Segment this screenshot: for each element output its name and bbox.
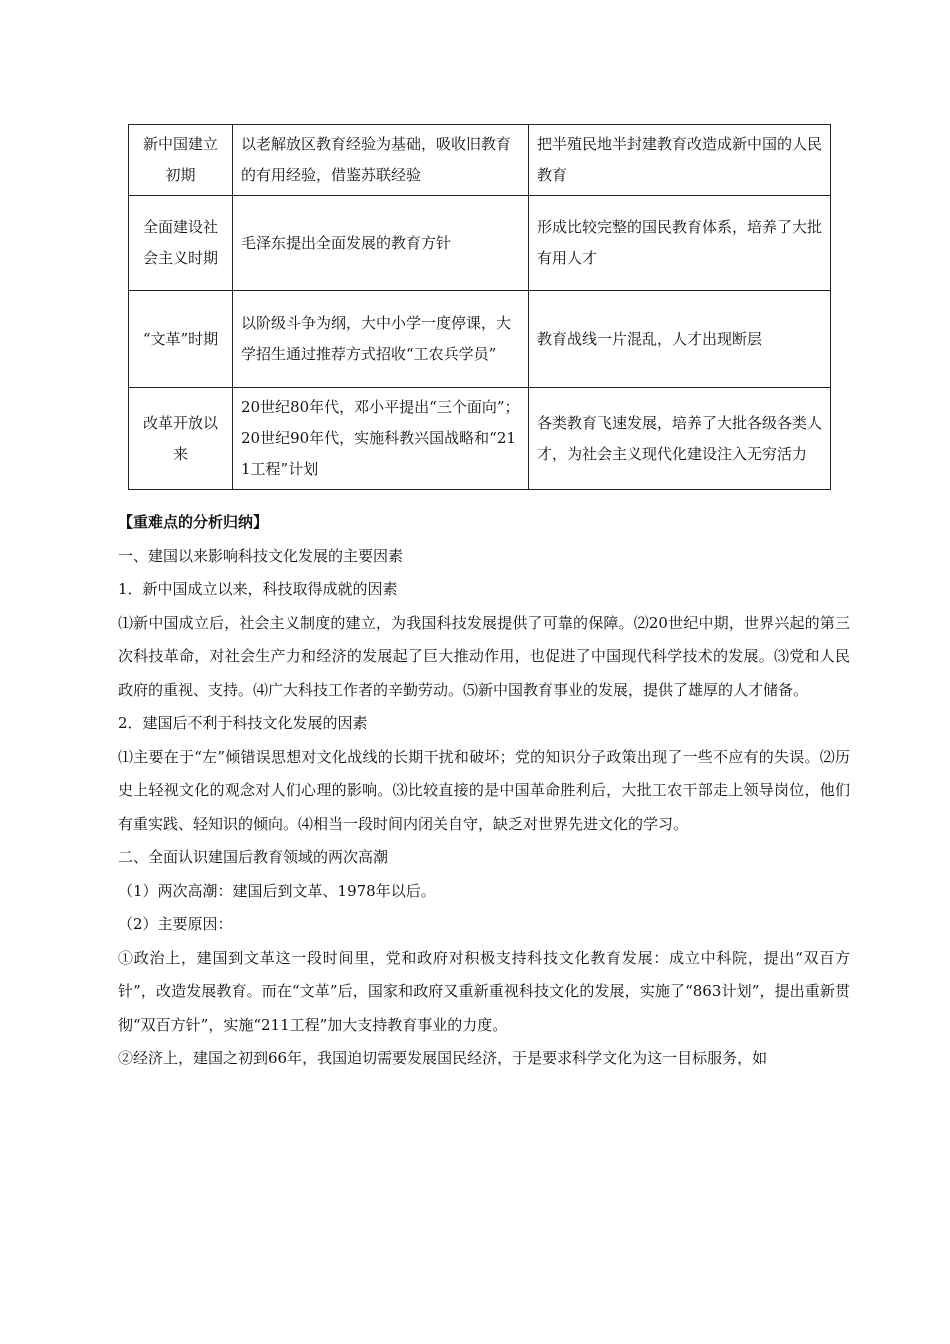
policy-cell: 毛泽东提出全面发展的教育方针 [233, 196, 529, 291]
period-cell: 全面建设社会主义时期 [129, 196, 233, 291]
table-row [129, 125, 831, 196]
policy-cell: 以阶级斗争为纲，大中小学一度停课，大学招生通过推荐方式招收“工农兵学员” [233, 291, 529, 388]
result-cell: 把半殖民地半封建教育改造成新中国的人民教育 [529, 125, 831, 196]
education-development-table [128, 124, 831, 490]
economic-reason: ②经济上，建国之初到66年，我国迫切需要发展国民经济，于是要求科学文化为这一目标服务，如 [118, 1049, 768, 1067]
table-row [129, 291, 831, 388]
result-cell: 各类教育飞速发展，培养了大批各级各类人才，为社会主义现代化建设注入无穷活力 [529, 388, 831, 490]
factor2-body: ⑴主要在于“左”倾错误思想对文化战线的长期干扰和破坏；党的知识分子政策出现了一些不应有的失误。⑵历史上轻视文化的观念对人们心理的影响。⑶比较直接的是中国革命胜利后，大批工农干部走上领导岗位，他们有重实践、轻知识的倾向。⑷相当一段时间内闭关自守，缺乏对世界先进文化的学习。 [118, 747, 850, 833]
table-row [129, 388, 831, 490]
main-reasons-item: （2）主要原因： [118, 915, 233, 933]
period-cell: “文革”时期 [129, 291, 233, 388]
table-row [129, 196, 831, 291]
factor1-title: 1．新中国成立以来，科技取得成就的因素 [118, 580, 398, 598]
result-cell: 教育战线一片混乱，人才出现断层 [529, 291, 831, 388]
factor1-body: ⑴新中国成立后，社会主义制度的建立，为我国科技发展提供了可靠的保障。⑵20世纪中期，世界兴起的第三次科技革命，对社会生产力和经济的发展起了巨大推动作用，也促进了中国现代科学技术的发展。⑶党和人民政府的重视、支持。⑷广大科技工作者的辛勤劳动。⑸新中国教育事业的发展，提供了雄厚的人才储备。 [118, 613, 850, 699]
part1-title: 一、建国以来影响科技文化发展的主要因素 [118, 546, 404, 565]
two-peaks-item: （1）两次高潮：建国后到文革、1978年以后。 [118, 881, 436, 900]
policy-cell: 以老解放区教育经验为基础，吸收旧教育的有用经验，借鉴苏联经验 [233, 125, 529, 196]
policy-cell: 20世纪80年代，邓小平提出“三个面向”；20世纪90年代，实施科教兴国战略和“211工程”计划 [233, 388, 529, 490]
factor2-title: 2．建国后不利于科技文化发展的因素 [118, 714, 368, 732]
period-cell: 新中国建立初期 [129, 125, 233, 196]
section-title: 【重难点的分析归纳】 [118, 513, 269, 531]
political-reason: ①政治上，建国到文革这一段时间里，党和政府对积极支持科技文化教育发展：成立中科院，提出“双百方针”，改造发展教育。而在“文革”后，国家和政府又重新重视科技文化的发展，实施了“863计划”，提出重新贯彻“双百方针”，实施“211工程”加大支持教育事业的力度。 [118, 948, 850, 1034]
analysis-section [118, 506, 850, 1076]
period-cell: 改革开放以来 [129, 388, 233, 490]
result-cell: 形成比较完整的国民教育体系，培养了大批有用人才 [529, 196, 831, 291]
part2-title: 二、全面认识建国后教育领域的两次高潮 [118, 848, 389, 866]
